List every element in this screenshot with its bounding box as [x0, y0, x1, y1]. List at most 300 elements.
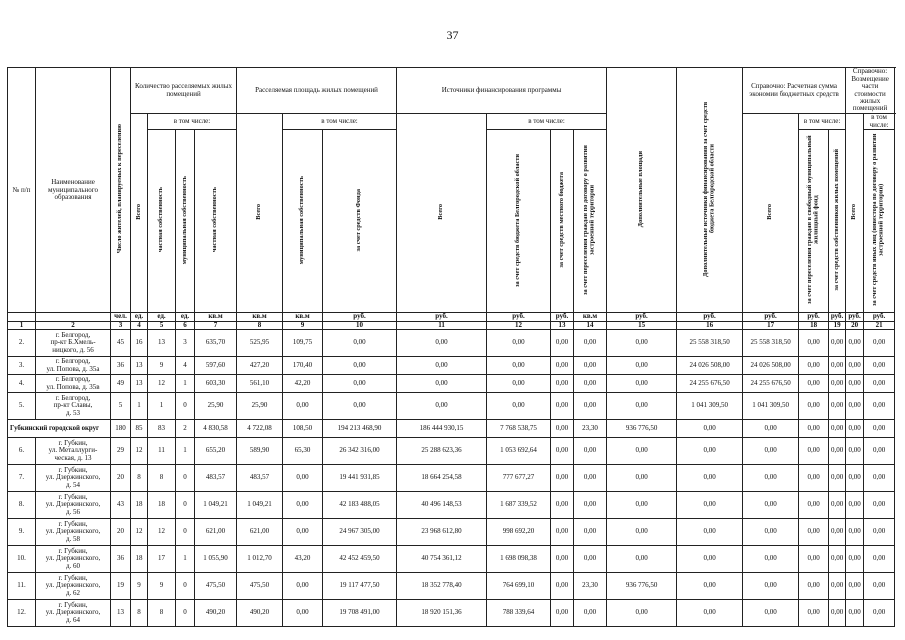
- value-cell: 42 452 459,50: [323, 546, 397, 573]
- value-cell: 0,00: [574, 393, 607, 420]
- value-cell: 5: [111, 393, 131, 420]
- value-cell: 1 041 309,50: [743, 393, 799, 420]
- value-cell: 0,00: [743, 465, 799, 492]
- value-cell: 170,40: [283, 357, 323, 375]
- value-cell: 0,00: [607, 375, 677, 393]
- value-cell: 0,00: [846, 600, 864, 627]
- address-cell: [36, 375, 111, 393]
- address-line: ул. Дзержинского,: [45, 581, 101, 590]
- address-cell: [36, 357, 111, 375]
- address-cell: [36, 393, 111, 420]
- units-cell: руб.: [799, 313, 829, 321]
- value-cell: 1: [148, 393, 176, 420]
- column-number-cell: 11: [397, 321, 487, 329]
- value-cell: 0,00: [551, 519, 574, 546]
- value-cell: 19 117 477,50: [323, 573, 397, 600]
- value-cell: 0,00: [846, 330, 864, 357]
- value-cell: 0,00: [323, 393, 397, 420]
- table-row: [8, 600, 895, 627]
- address-line: д. 64: [65, 615, 81, 624]
- address-line: ул. Металлурги-: [48, 446, 98, 455]
- table-row: [8, 519, 895, 546]
- value-cell: 13: [148, 330, 176, 357]
- row-number: 10.: [8, 546, 36, 573]
- value-cell: 0,00: [846, 393, 864, 420]
- value-cell: 0,00: [551, 420, 574, 438]
- address-cell: [36, 438, 111, 465]
- units-cell: руб.: [397, 313, 487, 321]
- column-number-cell: 7: [195, 321, 237, 329]
- value-cell: 1 687 339,52: [487, 492, 551, 519]
- address-line: пр-кт Славы,: [53, 401, 93, 410]
- value-cell: 0,00: [799, 393, 829, 420]
- value-cell: 589,90: [237, 438, 283, 465]
- value-cell: 0,00: [607, 519, 677, 546]
- address-line: г. Губкин,: [58, 439, 88, 448]
- value-cell: 2: [176, 420, 195, 438]
- units-cell: ед.: [131, 313, 148, 321]
- value-cell: 0,00: [864, 492, 895, 519]
- value-cell: 43: [111, 492, 131, 519]
- value-cell: 0,00: [829, 492, 846, 519]
- value-cell: 0,00: [829, 465, 846, 492]
- value-cell: 0,00: [743, 546, 799, 573]
- value-cell: 0,00: [283, 492, 323, 519]
- value-cell: 0,00: [743, 600, 799, 627]
- header-fund: за счет средств Фонда: [355, 188, 363, 252]
- value-cell: 0,00: [846, 546, 864, 573]
- address-cell: [36, 600, 111, 627]
- value-cell: 0,00: [799, 330, 829, 357]
- value-cell: 194 213 468,90: [323, 420, 397, 438]
- value-cell: 0,00: [864, 465, 895, 492]
- header-count-municipal: муниципальная собственность: [180, 175, 188, 265]
- value-cell: 24 026 508,00: [743, 357, 799, 375]
- value-cell: 0,00: [283, 573, 323, 600]
- value-cell: 1: [176, 438, 195, 465]
- value-cell: 11: [148, 438, 176, 465]
- value-cell: 561,10: [237, 375, 283, 393]
- address-line: ул. Дзержинского,: [45, 473, 101, 482]
- value-cell: 0,00: [799, 492, 829, 519]
- header-municipality: Наименование муниципального образования: [36, 68, 111, 313]
- value-cell: 777 677,27: [487, 465, 551, 492]
- value-cell: 0,00: [487, 357, 551, 375]
- address-cell: [36, 546, 111, 573]
- value-cell: 0,00: [574, 375, 607, 393]
- value-cell: 1 012,70: [237, 546, 283, 573]
- header-sources-incl: в том числе:: [487, 114, 607, 130]
- row-number: 4.: [8, 375, 36, 393]
- row-number: 11.: [8, 573, 36, 600]
- address-line: д. 56: [65, 507, 81, 516]
- value-cell: 186 444 930,15: [397, 420, 487, 438]
- address-cell: [36, 492, 111, 519]
- header-count-group: Количество расселяемых жилых помещений: [131, 68, 237, 114]
- value-cell: 0,00: [799, 357, 829, 375]
- value-cell: 0: [176, 492, 195, 519]
- units-cell-empty: [8, 313, 36, 321]
- units-cell: руб.: [487, 313, 551, 321]
- table-row: [8, 492, 895, 519]
- value-cell: 0,00: [846, 465, 864, 492]
- value-cell: 483,57: [195, 465, 237, 492]
- value-cell: 12: [131, 438, 148, 465]
- header-count-private: частная собственность: [157, 187, 165, 253]
- header-econ-free: за счет переселения граждан в свободный муниципальный жилищный фонд: [805, 135, 820, 305]
- value-cell: 1: [176, 375, 195, 393]
- value-cell: 621,00: [195, 519, 237, 546]
- value-cell: 3: [176, 330, 195, 357]
- value-cell: 0,00: [799, 546, 829, 573]
- address-line: д. 58: [65, 534, 81, 543]
- value-cell: 18 920 151,36: [397, 600, 487, 627]
- value-cell: 18: [131, 546, 148, 573]
- value-cell: 20: [111, 465, 131, 492]
- header-count-total: Всего: [134, 204, 142, 220]
- value-cell: 0,00: [799, 519, 829, 546]
- value-cell: 13: [111, 600, 131, 627]
- value-cell: 0,00: [677, 420, 743, 438]
- column-number-cell: 12: [487, 321, 551, 329]
- address-line: г. Губкин,: [58, 493, 88, 502]
- value-cell: 490,20: [195, 600, 237, 627]
- header-area-incl: в том числе:: [283, 114, 397, 130]
- value-cell: 25,90: [195, 393, 237, 420]
- value-cell: 36: [111, 357, 131, 375]
- value-cell: 0,00: [864, 573, 895, 600]
- table-row: [8, 573, 895, 600]
- value-cell: 49: [111, 375, 131, 393]
- value-cell: 0,00: [397, 330, 487, 357]
- value-cell: 788 339,64: [487, 600, 551, 627]
- row-number: 3.: [8, 357, 36, 375]
- value-cell: 0,00: [799, 420, 829, 438]
- header-residents: Число жителей, планируемых к переселению: [116, 124, 124, 254]
- value-cell: 0,00: [829, 519, 846, 546]
- column-number-row: [8, 321, 895, 329]
- value-cell: 0,00: [829, 375, 846, 393]
- address-line: г. Белгород,: [55, 375, 91, 384]
- value-cell: 0,00: [846, 357, 864, 375]
- header-economy-total: Всего: [766, 204, 774, 220]
- value-cell: 597,60: [195, 357, 237, 375]
- value-cell: 0,00: [607, 546, 677, 573]
- value-cell: 0,00: [864, 600, 895, 627]
- value-cell: 475,50: [237, 573, 283, 600]
- value-cell: 18 352 778,40: [397, 573, 487, 600]
- column-number-cell: 8: [237, 321, 283, 329]
- value-cell: 0,00: [846, 573, 864, 600]
- value-cell: 85: [131, 420, 148, 438]
- value-cell: 23 968 612,80: [397, 519, 487, 546]
- value-cell: 0,00: [743, 438, 799, 465]
- table-row: [8, 375, 895, 393]
- value-cell: 42 183 488,05: [323, 492, 397, 519]
- column-number-cell: 2: [36, 321, 111, 329]
- value-cell: 9: [148, 357, 176, 375]
- value-cell: 0,00: [829, 546, 846, 573]
- table-row: [8, 330, 895, 357]
- value-cell: 0,00: [397, 375, 487, 393]
- value-cell: 24 026 508,00: [677, 357, 743, 375]
- value-cell: 0: [176, 519, 195, 546]
- value-cell: 1 698 098,38: [487, 546, 551, 573]
- value-cell: 0,00: [829, 393, 846, 420]
- value-cell: 0,00: [574, 492, 607, 519]
- header-economy-incl: в том числе:: [799, 114, 846, 130]
- value-cell: 0,00: [551, 438, 574, 465]
- header-refund-group: Справочно: Возмещение части стоимости жилых помещений: [846, 68, 895, 114]
- units-cell: кв.м: [237, 313, 283, 321]
- address-line: ул. Дзержинского,: [45, 608, 101, 617]
- page-number: 37: [446, 28, 459, 42]
- value-cell: 525,95: [237, 330, 283, 357]
- value-cell: 0,00: [864, 393, 895, 420]
- value-cell: 29: [111, 438, 131, 465]
- value-cell: 9: [131, 573, 148, 600]
- value-cell: 998 692,20: [487, 519, 551, 546]
- row-number: 12.: [8, 600, 36, 627]
- address-line: г. Белгород,: [55, 357, 91, 366]
- value-cell: 655,20: [195, 438, 237, 465]
- group-row: [8, 420, 895, 438]
- value-cell: 0,00: [799, 375, 829, 393]
- value-cell: 17: [148, 546, 176, 573]
- value-cell: 0,00: [607, 492, 677, 519]
- address-line: ул. Дзержинского,: [45, 554, 101, 563]
- value-cell: 0,00: [574, 438, 607, 465]
- value-cell: 13: [131, 357, 148, 375]
- value-cell: 23,30: [574, 573, 607, 600]
- value-cell: 0,00: [487, 393, 551, 420]
- value-cell: 26 342 316,00: [323, 438, 397, 465]
- column-number-cell: 16: [677, 321, 743, 329]
- header-additional-sources: Дополнительные источники финансирования за счет средств бюджета Белгородской области: [701, 101, 716, 277]
- address-cell: [36, 573, 111, 600]
- column-number-cell: 5: [148, 321, 176, 329]
- column-number-cell: 10: [323, 321, 397, 329]
- address-line: пр-кт Б.Хмель-: [50, 338, 96, 347]
- address-line: ницкого, д. 56: [52, 345, 94, 354]
- value-cell: 0,00: [864, 420, 895, 438]
- value-cell: 0,00: [846, 492, 864, 519]
- value-cell: 0,00: [283, 465, 323, 492]
- value-cell: 0,00: [283, 519, 323, 546]
- value-cell: 0,00: [323, 330, 397, 357]
- value-cell: 25 558 318,50: [743, 330, 799, 357]
- units-cell-empty: [36, 313, 111, 321]
- value-cell: 1: [131, 393, 148, 420]
- table-row: [8, 438, 895, 465]
- value-cell: 1 041 309,50: [677, 393, 743, 420]
- value-cell: 1 053 692,64: [487, 438, 551, 465]
- value-cell: 0,00: [607, 393, 677, 420]
- value-cell: 0: [176, 600, 195, 627]
- value-cell: 0,00: [574, 465, 607, 492]
- address-line: д. 60: [65, 561, 81, 570]
- value-cell: 0,00: [551, 573, 574, 600]
- value-cell: 0,00: [574, 330, 607, 357]
- value-cell: 0,00: [607, 600, 677, 627]
- address-line: г. Губкин,: [58, 601, 88, 610]
- table-row: [8, 393, 895, 420]
- table-body: [8, 330, 895, 627]
- table-row: [8, 357, 895, 375]
- address-cell: [36, 330, 111, 357]
- value-cell: 0,00: [551, 357, 574, 375]
- value-cell: 0,00: [283, 600, 323, 627]
- units-cell: кв.м: [574, 313, 607, 321]
- address-line: г. Губкин,: [58, 574, 88, 583]
- group-name: Губкинский городской округ: [8, 420, 111, 438]
- value-cell: 0,00: [574, 600, 607, 627]
- value-cell: 0,00: [846, 375, 864, 393]
- value-cell: 65,30: [283, 438, 323, 465]
- value-cell: 42,20: [283, 375, 323, 393]
- value-cell: 24 255 676,50: [677, 375, 743, 393]
- value-cell: 0,00: [607, 357, 677, 375]
- header-area-private: частная собственность: [211, 187, 219, 253]
- value-cell: 24 967 305,00: [323, 519, 397, 546]
- header-sources-group: Источники финансирования программы: [397, 68, 607, 114]
- value-cell: 0,00: [607, 465, 677, 492]
- value-cell: 0,00: [551, 393, 574, 420]
- value-cell: 19: [111, 573, 131, 600]
- value-cell: 0,00: [799, 600, 829, 627]
- value-cell: 0,00: [829, 600, 846, 627]
- address-line: ул. Дзержинского,: [45, 527, 101, 536]
- value-cell: 0,00: [829, 573, 846, 600]
- value-cell: 475,50: [195, 573, 237, 600]
- header-refund-total: Всего: [850, 204, 858, 220]
- column-number-cell: 18: [799, 321, 829, 329]
- units-cell: руб.: [551, 313, 574, 321]
- value-cell: 0,00: [864, 519, 895, 546]
- value-cell: 43,20: [283, 546, 323, 573]
- units-cell: руб.: [607, 313, 677, 321]
- column-number-cell: 17: [743, 321, 799, 329]
- value-cell: 18: [131, 492, 148, 519]
- value-cell: 1: [176, 546, 195, 573]
- value-cell: 0,00: [829, 438, 846, 465]
- units-cell: руб.: [829, 313, 846, 321]
- address-line: ул. Попова, д. 35а: [46, 364, 100, 373]
- value-cell: 8: [148, 600, 176, 627]
- value-cell: 8: [131, 600, 148, 627]
- value-cell: 0,00: [574, 546, 607, 573]
- value-cell: 0,00: [574, 519, 607, 546]
- row-number: 7.: [8, 465, 36, 492]
- column-number-cell: 1: [8, 321, 36, 329]
- address-line: д. 62: [65, 588, 81, 597]
- value-cell: 0,00: [551, 465, 574, 492]
- value-cell: 0,00: [677, 519, 743, 546]
- header-refund-owners: за счет средств собственников жилых помещений: [832, 149, 840, 291]
- value-cell: 24 255 676,50: [743, 375, 799, 393]
- units-cell: руб.: [677, 313, 743, 321]
- value-cell: 13: [131, 375, 148, 393]
- value-cell: 0,00: [846, 438, 864, 465]
- value-cell: 19 708 491,00: [323, 600, 397, 627]
- column-number-cell: 3: [111, 321, 131, 329]
- units-cell: руб.: [846, 313, 864, 321]
- address-line: ул. Попова, д. 35в: [46, 382, 100, 391]
- header-regional: за счет средств бюджета Белгородской области: [514, 153, 522, 287]
- value-cell: 490,20: [237, 600, 283, 627]
- value-cell: 36: [111, 546, 131, 573]
- value-cell: 0,00: [677, 600, 743, 627]
- value-cell: 0: [176, 573, 195, 600]
- value-cell: 0,00: [743, 573, 799, 600]
- value-cell: 0,00: [864, 330, 895, 357]
- address-line: г. Губкин,: [58, 466, 88, 475]
- column-number-cell: 19: [829, 321, 846, 329]
- address-line: д. 54: [65, 480, 81, 489]
- value-cell: 427,20: [237, 357, 283, 375]
- value-cell: 0,00: [799, 573, 829, 600]
- value-cell: 12: [148, 375, 176, 393]
- value-cell: 0,00: [846, 519, 864, 546]
- header-area-total: Всего: [255, 204, 263, 220]
- value-cell: 40 754 361,12: [397, 546, 487, 573]
- header-no: № п/п: [8, 68, 36, 313]
- table-row: [8, 546, 895, 573]
- value-cell: 0,00: [743, 420, 799, 438]
- value-cell: 0,00: [864, 546, 895, 573]
- table-row: [8, 465, 895, 492]
- value-cell: 0,00: [487, 330, 551, 357]
- value-cell: 0,00: [677, 546, 743, 573]
- header-additional-area: Дополнительные площади: [637, 150, 645, 228]
- row-number: 8.: [8, 492, 36, 519]
- address-line: д. 53: [65, 408, 81, 417]
- value-cell: 0,00: [323, 375, 397, 393]
- column-number-cell: 13: [551, 321, 574, 329]
- value-cell: 0,00: [607, 438, 677, 465]
- value-cell: 0,00: [487, 375, 551, 393]
- value-cell: 20: [111, 519, 131, 546]
- table-header: [8, 68, 895, 330]
- value-cell: 0,00: [551, 600, 574, 627]
- value-cell: 0,00: [607, 330, 677, 357]
- value-cell: 0: [176, 393, 195, 420]
- value-cell: 45: [111, 330, 131, 357]
- value-cell: 7 768 538,75: [487, 420, 551, 438]
- value-cell: 0,00: [799, 465, 829, 492]
- value-cell: 635,70: [195, 330, 237, 357]
- value-cell: 0,00: [397, 393, 487, 420]
- address-line: г. Белгород,: [55, 331, 91, 340]
- header-sources-total: Всего: [437, 204, 445, 220]
- value-cell: 0,00: [397, 357, 487, 375]
- value-cell: 0,00: [829, 357, 846, 375]
- value-cell: 108,50: [283, 420, 323, 438]
- column-number-cell: 21: [864, 321, 895, 329]
- row-number: 9.: [8, 519, 36, 546]
- units-cell: ед.: [176, 313, 195, 321]
- value-cell: 25 288 623,36: [397, 438, 487, 465]
- value-cell: 603,30: [195, 375, 237, 393]
- value-cell: 0,00: [864, 375, 895, 393]
- value-cell: 109,75: [283, 330, 323, 357]
- value-cell: 1 049,21: [237, 492, 283, 519]
- value-cell: 0,00: [829, 330, 846, 357]
- row-number: 6.: [8, 438, 36, 465]
- row-number: 5.: [8, 393, 36, 420]
- units-cell: руб.: [864, 313, 895, 321]
- address-line: г. Губкин,: [58, 547, 88, 556]
